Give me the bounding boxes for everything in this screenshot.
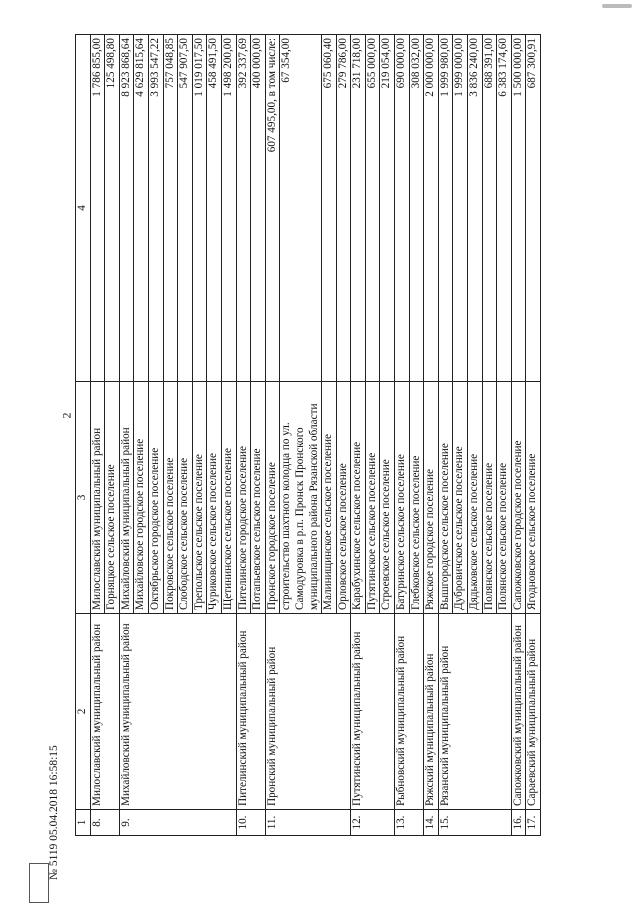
settlement-name: Путятинское сельское поселение xyxy=(365,382,380,614)
rotated-table-container xyxy=(75,35,582,836)
table-row xyxy=(424,35,439,836)
settlement-name: Строевское сельское поселение xyxy=(380,382,395,614)
amount-value: 67 354,00 xyxy=(280,35,322,382)
district-name: Рыбновский муниципальный район xyxy=(395,614,424,810)
district-name: Пронский муниципальный район xyxy=(265,614,351,810)
table-row xyxy=(236,35,251,836)
settlement-name: Глебковское сельское поселение xyxy=(409,382,424,614)
row-number: 12. xyxy=(351,810,395,836)
amount-value: 219 054,00 xyxy=(380,35,395,382)
settlement-name: Щетининское сельское поселение xyxy=(221,382,236,614)
settlement-name: Чуриковское сельское поселение xyxy=(207,382,222,614)
settlement-name: Полянское сельское поселение xyxy=(497,382,512,614)
settlement-name: Сапожковское городское поселение xyxy=(511,382,526,614)
amount-value: 6 383 174,60 xyxy=(497,35,512,382)
amount-value: 1 999 980,00 xyxy=(438,35,453,382)
amount-value: 1 999 000,00 xyxy=(453,35,468,382)
amount-value: 687 300,91 xyxy=(526,35,541,382)
settlement-name: Милославский муниципальный район xyxy=(90,382,105,614)
settlement-name: Михайловский муниципальный район xyxy=(119,382,134,614)
amount-value: 1 019 017,50 xyxy=(192,35,207,382)
row-number: 9. xyxy=(119,810,236,836)
district-name: Рязанский муниципальный район xyxy=(438,614,511,810)
settlement-name: Карабухинское сельское поселение xyxy=(351,382,366,614)
amount-value: 2 000 000,00 xyxy=(424,35,439,382)
amount-value: 458 491,50 xyxy=(207,35,222,382)
table-row xyxy=(395,35,410,836)
amount-value: 8 923 868,64 xyxy=(119,35,134,382)
settlement-name: Вышгородское сельское поселение xyxy=(438,382,453,614)
settlement-name: Горняцкое сельское поселение xyxy=(105,382,120,614)
page-number: 2 xyxy=(59,412,74,419)
amount-value: 547 907,50 xyxy=(178,35,193,382)
scan-mark xyxy=(602,4,632,8)
row-number: 13. xyxy=(395,810,424,836)
district-name: Путятинский муниципальный район xyxy=(351,614,395,810)
table-row xyxy=(90,35,105,836)
settlement-name: строительство шахтного колодца по ул. Самодуровка в р.п. Пронск Пронского муниципального района Рязанской области xyxy=(280,382,322,614)
settlement-name: Слободское сельское поселение xyxy=(178,382,193,614)
amount-value: 1 500 000,00 xyxy=(511,35,526,382)
settlement-name: Малинищинское сельское поселение xyxy=(322,382,337,614)
row-number: 17. xyxy=(526,810,541,836)
table-row xyxy=(438,35,453,836)
row-number: 14. xyxy=(424,810,439,836)
settlement-name: Октябрьское городское поселение xyxy=(148,382,163,614)
amount-value: 400 000,00 xyxy=(251,35,266,382)
district-name: Милославский муниципальный район xyxy=(90,614,119,810)
amount-value: 279 786,00 xyxy=(336,35,351,382)
table-row xyxy=(511,35,526,836)
header-col-1: 1 xyxy=(76,810,91,836)
amount-value: 607 495,00, в том числе: xyxy=(265,35,280,382)
registration-footnote: № 5119 05.04.2018 16:58:15 xyxy=(48,745,60,880)
amount-value: 231 718,00 xyxy=(351,35,366,382)
amount-value: 675 060,40 xyxy=(322,35,337,382)
table-row xyxy=(526,35,541,836)
amount-value: 308 032,00 xyxy=(409,35,424,382)
settlement-name: Михайловское городское поселение xyxy=(134,382,149,614)
amount-value: 392 337,69 xyxy=(236,35,251,382)
district-name: Сапожковский муниципальный район xyxy=(511,614,526,810)
table-row xyxy=(119,35,134,836)
district-name: Сараевский муниципальный район xyxy=(526,614,541,810)
amount-value: 1 498 200,00 xyxy=(221,35,236,382)
amount-value: 3 836 240,00 xyxy=(468,35,483,382)
registration-stamp xyxy=(29,863,49,903)
settlement-name: Пителинское городское поселение xyxy=(236,382,251,614)
settlement-name: Покровское сельское поселение xyxy=(163,382,178,614)
table-body xyxy=(76,35,541,836)
allocation-table xyxy=(75,34,541,836)
row-number: 16. xyxy=(511,810,526,836)
settlement-name: Дядьковское сельское поселение xyxy=(468,382,483,614)
amount-value: 690 000,00 xyxy=(395,35,410,382)
district-name: Михайловский муниципальный район xyxy=(119,614,236,810)
settlement-name: Ягодновское сельское поселение xyxy=(526,382,541,614)
settlement-name: Пронское городское поселение xyxy=(265,382,280,614)
amount-value: 125 498,80 xyxy=(105,35,120,382)
settlement-name: Батуринское сельское поселение xyxy=(395,382,410,614)
table-row xyxy=(265,35,280,836)
row-number: 10. xyxy=(236,810,265,836)
amount-value: 688 391,00 xyxy=(482,35,497,382)
amount-value: 4 629 815,64 xyxy=(134,35,149,382)
amount-value: 1 786 855,00 xyxy=(90,35,105,382)
settlement-name: Полянское сельское поселение xyxy=(482,382,497,614)
district-name: Ряжский муниципальный район xyxy=(424,614,439,810)
settlement-name: Орловское сельское поселение xyxy=(336,382,351,614)
row-number: 8. xyxy=(90,810,119,836)
amount-value: 3 993 547,22 xyxy=(148,35,163,382)
header-col-3: 3 xyxy=(76,382,91,614)
settlement-name: Дубровичское сельское поселение xyxy=(453,382,468,614)
header-row xyxy=(76,35,91,836)
district-name: Пителинский муниципальный район xyxy=(236,614,265,810)
settlement-name: Трепольское сельское поселение xyxy=(192,382,207,614)
amount-value: 757 048,85 xyxy=(163,35,178,382)
amount-value: 655 000,00 xyxy=(365,35,380,382)
row-number: 11. xyxy=(265,810,351,836)
settlement-name: Потапьевское сельское поселение xyxy=(251,382,266,614)
row-number: 15. xyxy=(438,810,511,836)
settlement-name: Ряжское городское поселение xyxy=(424,382,439,614)
header-col-4: 4 xyxy=(76,35,91,382)
table-row xyxy=(351,35,366,836)
header-col-2: 2 xyxy=(76,614,91,810)
